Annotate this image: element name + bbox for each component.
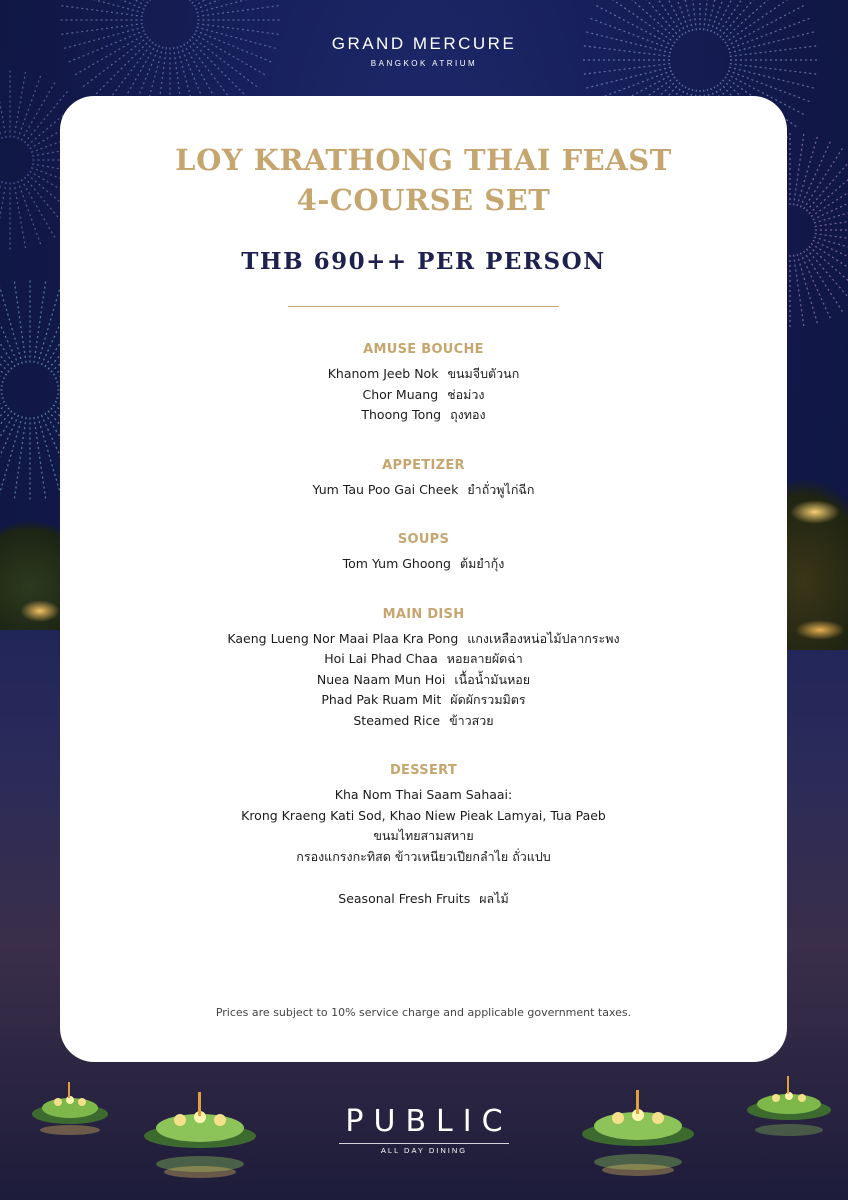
item-th: ช่อม่วง — [447, 386, 485, 402]
item-en: Nuea Naam Mun Hoi — [316, 671, 446, 687]
gold-divider — [288, 306, 559, 307]
hotel-logo — [0, 34, 848, 68]
item-en: Hoi Lai Phad Chaa — [324, 651, 438, 666]
item-th: ข้าวสวย — [449, 712, 494, 728]
menu-item — [60, 649, 787, 670]
menu-item — [60, 364, 787, 385]
dessert-line: กรองแกรงกะทิสด ข้าวเหนียวเปียกลำไย ถั่วแปบ — [296, 848, 551, 864]
dessert-line: Krong Kraeng Kati Sod, Khao Niew Pieak Lamyai, Tua Paeb — [241, 807, 606, 823]
dessert-line: Kha Nom Thai Saam Sahaai: — [334, 787, 513, 802]
item-th: ถุงทอง — [450, 407, 486, 422]
menu-price: THB 690++ PER PERSON — [241, 248, 606, 275]
menu-item — [60, 385, 787, 406]
item-th: ขนมจีบตัวนก — [447, 366, 520, 381]
menu-item — [60, 690, 787, 711]
light-glow — [20, 600, 60, 622]
section-appetizer — [60, 458, 787, 501]
hotel-brand-name: GRAND MERCURE — [331, 34, 517, 53]
section-amuse-bouche — [60, 342, 787, 426]
section-title: SOUPS — [397, 532, 450, 547]
item-en: Phad Pak Ruam Mit — [321, 692, 442, 707]
menu-title-line2: 4-COURSE SET — [296, 183, 551, 217]
section-title: MAIN DISH — [382, 606, 465, 622]
price-footnote: Prices are subject to 10% service charge and applicable government taxes. — [215, 1006, 632, 1019]
item-en: Thoong Tong — [361, 407, 442, 422]
light-glow — [790, 500, 840, 524]
section-title: DESSERT — [389, 763, 458, 778]
item-en: Tom Yum Ghoong — [342, 556, 451, 571]
menu-title-line1: LOY KRATHONG THAI FEAST — [175, 143, 672, 177]
item-en: Steamed Rice — [353, 712, 441, 728]
menu-item — [60, 405, 787, 426]
item-en: Yum Tau Poo Gai Cheek — [312, 481, 459, 497]
item-th: หอยลายผัดฉ่า — [446, 651, 523, 666]
hotel-location: BANGKOK ATRIUM — [370, 59, 478, 68]
restaurant-logo — [0, 1104, 848, 1155]
section-title: AMUSE BOUCHE — [363, 342, 484, 357]
section-soups — [60, 532, 787, 575]
menu-title — [60, 140, 787, 220]
restaurant-tagline: ALL DAY DINING — [380, 1146, 468, 1155]
menu-item — [60, 629, 787, 650]
item-en: Khanom Jeeb Nok — [327, 366, 439, 381]
menu-sections — [60, 342, 787, 942]
menu-item — [60, 480, 787, 501]
item-th: ยำถั่วพูไก่ฉีก — [467, 481, 535, 497]
light-glow — [795, 620, 845, 640]
section-main-dish — [60, 607, 787, 732]
item-en: Chor Muang — [362, 386, 439, 402]
item-th: แกงเหลืองหน่อไม้ปลากระพง — [467, 630, 620, 646]
section-title: APPETIZER — [382, 457, 465, 473]
menu-card — [60, 96, 787, 1062]
restaurant-brand-name: PUBLIC — [345, 1104, 513, 1139]
logo-divider — [339, 1143, 509, 1144]
item-en: Kaeng Lueng Nor Maai Plaa Kra Pong — [227, 630, 459, 646]
menu-item — [60, 711, 787, 732]
item-th: เนื้อน้ำมันหอย — [454, 671, 531, 687]
menu-item — [60, 889, 787, 910]
item-th: ต้มยำกุ้ง — [459, 556, 505, 571]
menu-item — [60, 670, 787, 691]
item-th: ผลไม้ — [479, 891, 509, 906]
item-th: ผัดผักรวมมิตร — [450, 692, 526, 707]
section-dessert — [60, 763, 787, 910]
dessert-line: ขนมไทยสามสหาย — [373, 828, 474, 843]
item-en: Seasonal Fresh Fruits — [338, 891, 471, 906]
menu-item — [60, 554, 787, 575]
